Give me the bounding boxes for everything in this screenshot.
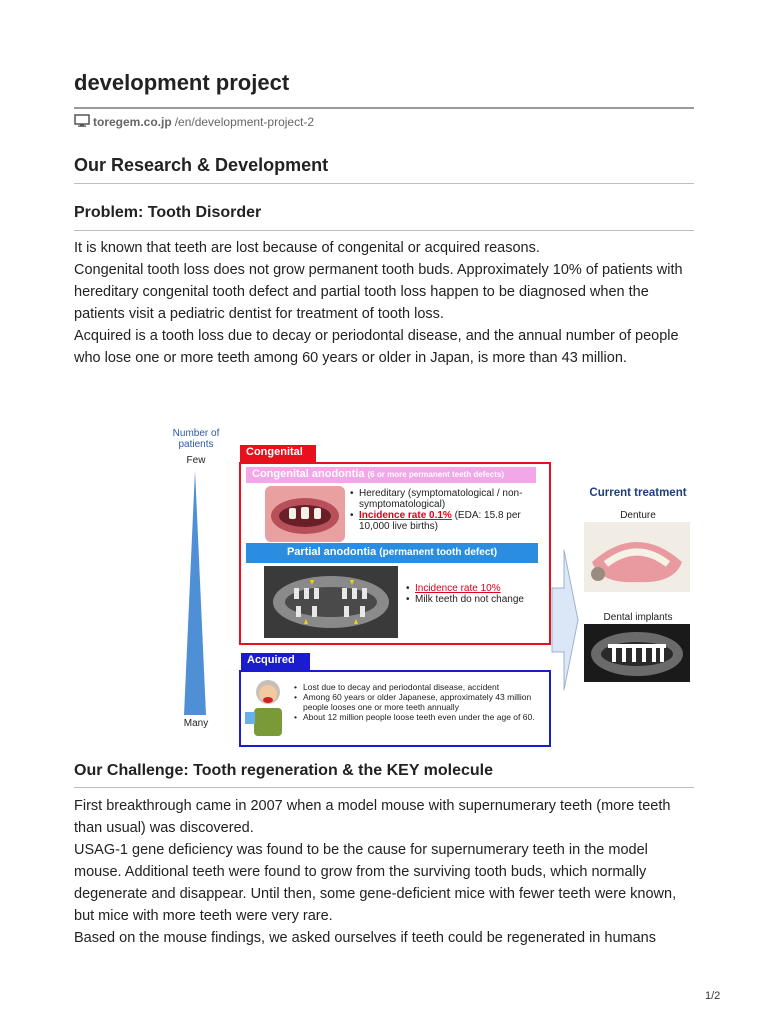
page-number: 1/2 [705, 990, 721, 1002]
source-domain[interactable]: toregem.co.jp [93, 115, 172, 129]
elderly-person-illustration [244, 676, 290, 738]
subsection-divider [74, 787, 694, 788]
title-divider [74, 107, 694, 109]
paragraph: USAG-1 gene deficiency was found to be the cause for supernumerary teeth in the model mouse. Additional teeth were found to grow from the surviving tooth buds, which normally degenerate and disappear. Until then, some gene-deficient mice with fewer teeth were known, but mice with more teeth were very rare. [74, 842, 677, 924]
partial-bullet-milk-teeth: • Milk teeth do not change [406, 594, 536, 605]
panoramic-xray-image [264, 566, 398, 638]
acquired-bullet: • About 12 million people loose teeth even under the age of 60. [294, 712, 552, 722]
congenital-mouth-photo [265, 486, 345, 542]
section-divider [74, 183, 694, 184]
implants-label: Dental implants [603, 612, 673, 623]
axis-bottom-label: Many [183, 718, 209, 729]
subheading-challenge: Our Challenge: Tooth regeneration & the KEY molecule [74, 762, 494, 779]
denture-label: Denture [620, 510, 656, 521]
acquired-bullets [294, 682, 552, 722]
anodontia-bullets [350, 488, 540, 532]
partial-bullets [406, 583, 536, 605]
partial-note: (permanent tooth defect) [379, 547, 498, 558]
subheading-tooth-disorder: Problem: Tooth Disorder [74, 204, 262, 221]
denture-photo [584, 522, 690, 592]
paragraph: It is known that teeth are lost because of congenital or acquired reasons. [74, 240, 540, 256]
current-treatment-title: Current treatment [589, 487, 687, 499]
tooth-disorder-text [74, 237, 699, 369]
acquired-bullet: • Lost due to decay and periodontal disease, accident [294, 682, 552, 692]
anodontia-bar [246, 467, 536, 483]
patient-count-triangle [180, 470, 212, 715]
source-link[interactable] [74, 114, 314, 130]
paragraph: Based on the mouse findings, we asked ourselves if teeth could be regenerated in humans [74, 930, 656, 946]
axis-top-label: Few [186, 455, 206, 466]
acquired-label: Acquired [241, 653, 310, 670]
anodontia-incidence: Incidence rate 0.1% [359, 510, 452, 521]
paragraph: Congenital tooth loss does not grow permanent tooth buds. Approximately 10% of patients with hereditary congenital tooth defect and partial tooth loss happen to be diagnosed when the patients visit a pediatric dentist for treatment of tooth loss. [74, 262, 683, 322]
anodontia-bullet-hereditary: • Hereditary (symptomatological / non-symptomatological) [350, 488, 540, 510]
section-heading-research: Our Research & Development [74, 155, 329, 175]
paragraph: Acquired is a tooth loss due to decay or periodontal disease, and the annual number of people who lose one or more teeth among 60 years or older in Japan, is more than 43 million. [74, 328, 679, 366]
treatment-arrow [550, 550, 580, 690]
anodontia-title: Congenital anodontia [252, 468, 365, 480]
page-title: development project [74, 70, 290, 95]
partial-incidence: Incidence rate 10% [415, 583, 501, 594]
partial-anodontia-bar [246, 543, 538, 563]
acquired-bullet: • Among 60 years or older Japanese, approximately 43 million people looses one or more teeth annually [294, 692, 552, 712]
source-path[interactable]: /en/development-project-2 [174, 115, 315, 129]
partial-title: Partial anodontia [286, 546, 377, 558]
anodontia-bullet-incidence [350, 510, 540, 532]
anodontia-incidence-rest: (EDA: 15.8 per 10,000 live births) [359, 510, 521, 532]
dental-implants-xray [584, 624, 690, 682]
anodontia-note: (6 or more permanent teeth defects) [367, 470, 504, 479]
congenital-label: Congenital [240, 445, 316, 462]
monitor-icon [74, 114, 90, 130]
subsection-divider [74, 230, 694, 231]
partial-bullet-incidence [406, 583, 536, 594]
paragraph: First breakthrough came in 2007 when a model mouse with supernumerary teeth (more teeth than usual) was discovered. [74, 798, 671, 836]
tooth-loss-figure [160, 420, 720, 750]
challenge-text [74, 795, 699, 949]
axis-title: Number of patients [172, 428, 220, 450]
